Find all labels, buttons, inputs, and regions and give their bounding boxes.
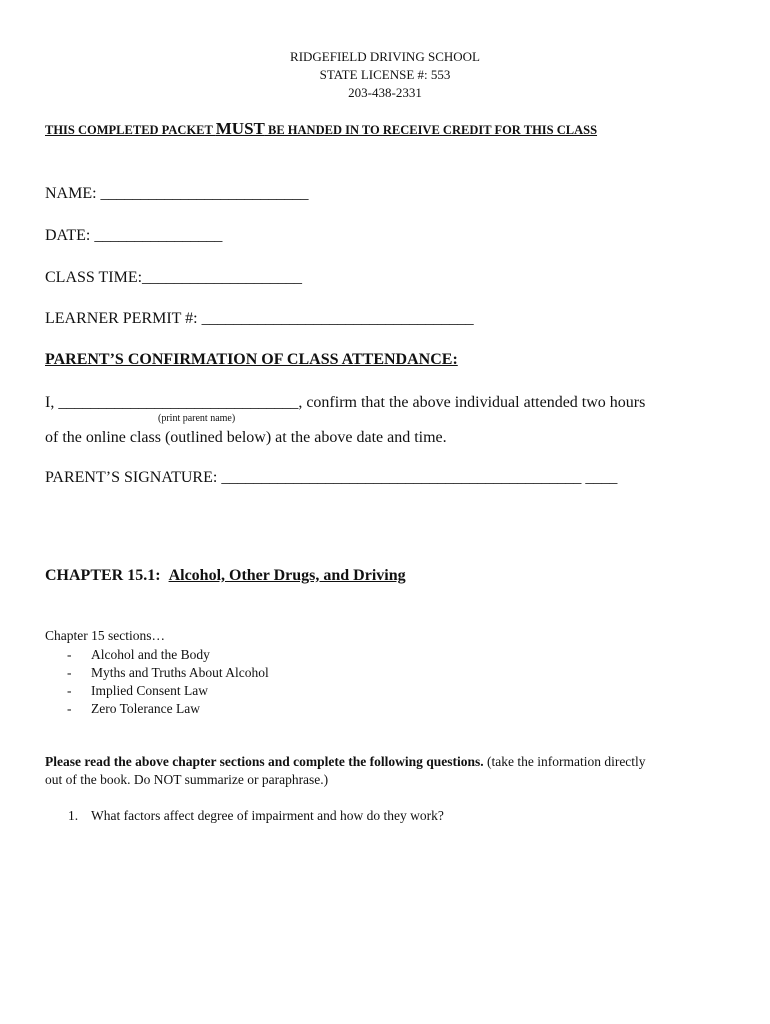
handin-notice-post: BE HANDED IN TO RECEIVE CREDIT FOR THIS CLASS (264, 123, 598, 137)
instructions-bold: Please read the above chapter sections and complete the following questions. (45, 754, 484, 769)
class-time-field[interactable]: CLASS TIME:____________________ (45, 269, 303, 286)
state-license: STATE LICENSE #: 553 (319, 67, 451, 82)
chapter-heading (45, 567, 406, 585)
parent-confirmation-title: PARENT’S CONFIRMATION OF CLASS ATTENDANCE: (45, 351, 458, 368)
list-item: - (67, 647, 72, 662)
question-text: What factors affect degree of impairment and how do they work? (91, 808, 444, 823)
instructions-line-2: out of the book. Do NOT summarize or paraphrase.) (45, 772, 329, 787)
chapter-title: Alcohol, Other Drugs, and Driving (168, 567, 406, 584)
attendance-statement: of the online class (outlined below) at the above date and time. (45, 429, 447, 446)
list-item-label: Myths and Truths About Alcohol (91, 665, 269, 680)
learner-permit-field[interactable]: LEARNER PERMIT #: __________________________________ (45, 310, 474, 327)
school-name: RIDGEFIELD DRIVING SCHOOL (290, 49, 480, 64)
instructions-line-1 (45, 754, 646, 770)
chapter-number: CHAPTER 15.1: (45, 567, 161, 584)
parent-name-line[interactable]: I, ______________________________, confirm that the above individual attended two hours (45, 394, 646, 411)
phone-number: 203-438-2331 (348, 85, 422, 100)
list-item: - (67, 683, 72, 698)
sections-intro: Chapter 15 sections… (45, 628, 165, 643)
parent-signature-field[interactable]: PARENT’S SIGNATURE: _____________________________________________ ____ (45, 469, 618, 486)
date-field[interactable]: DATE: ________________ (45, 227, 223, 244)
list-item-label: Zero Tolerance Law (91, 701, 200, 716)
handin-notice-must: MUST (215, 119, 265, 138)
handin-notice-pre: THIS COMPLETED PACKET (45, 123, 216, 137)
question-number: 1. (68, 808, 79, 823)
list-item: - (67, 665, 72, 680)
instructions-rest-1: (take the information directly (483, 754, 646, 769)
list-item-label: Implied Consent Law (91, 683, 208, 698)
print-parent-name-label: (print parent name) (158, 413, 236, 424)
handin-notice (45, 119, 597, 139)
list-item-label: Alcohol and the Body (91, 647, 210, 662)
list-item: - (67, 701, 72, 716)
name-field[interactable]: NAME: __________________________ (45, 185, 309, 202)
